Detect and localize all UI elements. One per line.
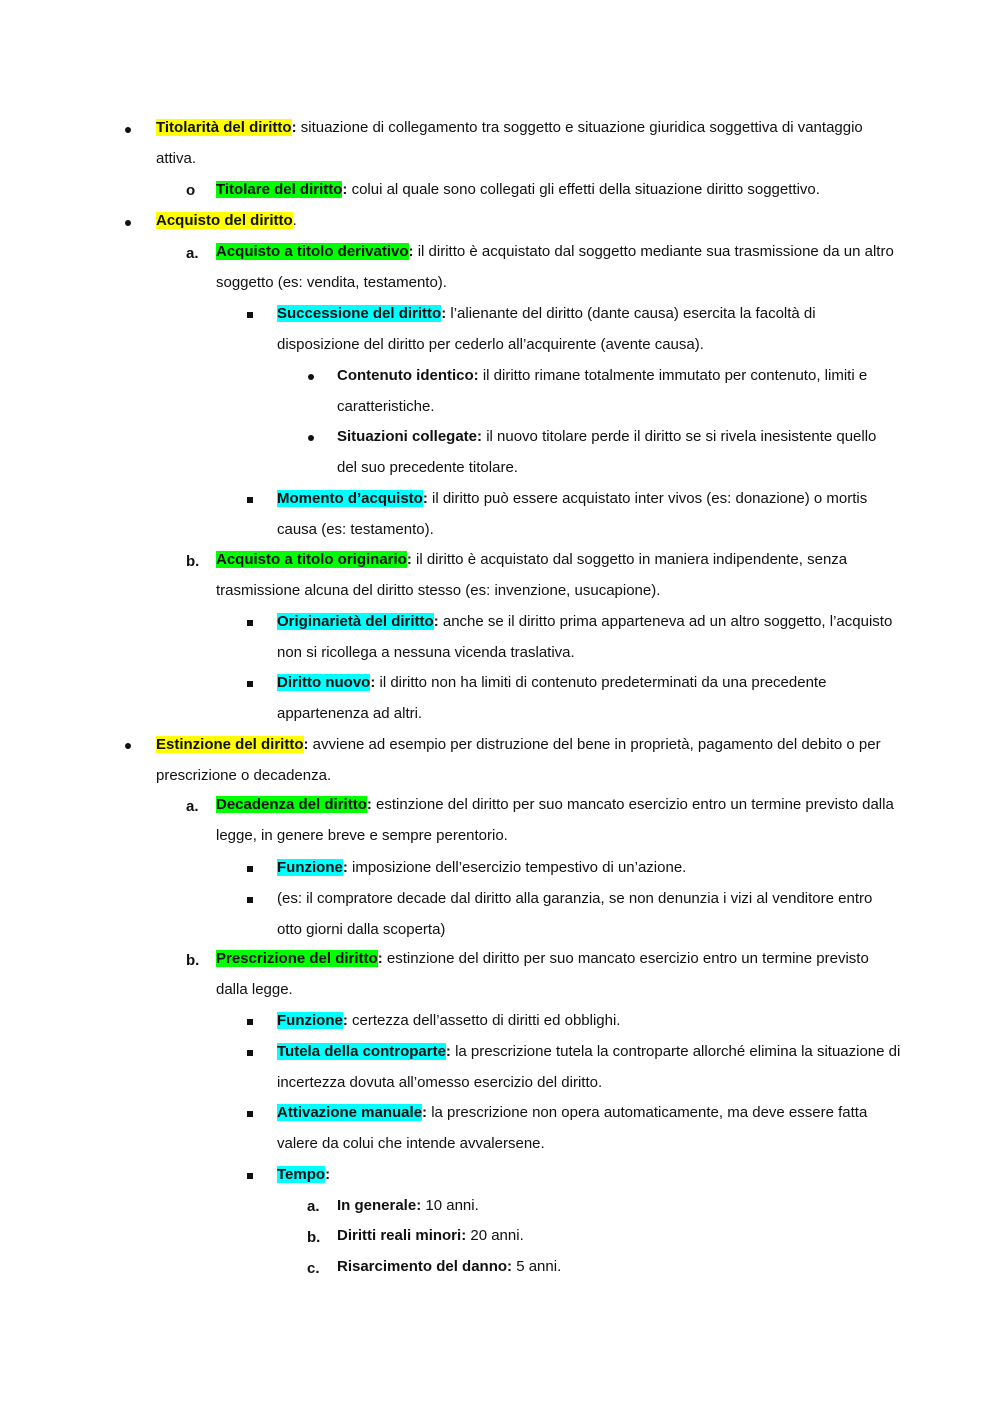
bullet-a: a. — [307, 1198, 320, 1215]
text-esempio: (es: il compratore decade dal diritto alla garanzia, se non denunzia i vizi al venditore entro otto giorni dalla scoperta) — [277, 890, 873, 938]
text-attivazione: la prescrizione non opera automaticamente, ma deve essere fatta valere da colui che intende avvalersene. — [277, 1104, 868, 1152]
term-prescrizione: Prescrizione del diritto — [216, 950, 378, 967]
list-item-originarieta: Originarietà del diritto: anche se il diritto prima apparteneva ad un altro soggetto, l’acquisto non si ricollega a nessuna vicenda traslativa. — [277, 613, 893, 661]
bullet-a: a. — [186, 245, 199, 262]
term-attivazione: Attivazione manuale — [277, 1104, 423, 1121]
text-successione: l’alienante del diritto (dante causa) esercita la facoltà di disposizione del diritto per cederlo all’acquirente (avente causa). — [277, 305, 816, 353]
term-acquisto: Acquisto del diritto — [156, 212, 293, 229]
text-funzione-decadenza: imposizione dell’esercizio tempestivo di un’azione. — [347, 859, 687, 876]
text-generale: 10 anni. — [421, 1197, 479, 1214]
list-item-esempio — [277, 884, 900, 946]
bullet-dot-icon — [308, 374, 314, 380]
list-item-acquisto: Acquisto del diritto. — [156, 212, 297, 229]
term-identico: Contenuto identico: — [337, 367, 479, 384]
list-item-originario: Acquisto a titolo originario: il diritto è acquistato dal soggetto in maniera indipendente, senza trasmissione alcuna del diritto stesso (es: invenzione, usucapione). — [216, 551, 848, 599]
text-momento: il diritto può essere acquistato inter vivos (es: donazione) o mortis causa (es: testamento). — [277, 490, 868, 538]
text-reali: 20 anni. — [466, 1227, 524, 1244]
text-titolarita: situazione di collegamento tra soggetto e situazione giuridica soggettiva di vantaggio attiva. — [156, 119, 863, 167]
list-item-nuovo: Diritto nuovo: il diritto non ha limiti di contenuto predeterminati da una precedente appartenenza ad altri. — [277, 674, 827, 722]
bullet-o: o — [186, 182, 196, 199]
term-tutela: Tutela della controparte — [277, 1043, 446, 1060]
term-collegate: Situazioni collegate: — [337, 428, 483, 445]
list-item-funzione-decadenza: Funzione: imposizione dell’esercizio tempestivo di un’azione. — [277, 859, 687, 876]
bullet-b: b. — [186, 553, 200, 570]
list-item-titolarita: Titolarità del diritto: situazione di collegamento tra soggetto e situazione giuridica soggettiva di vantaggio attiva. — [156, 119, 863, 167]
bullet-square-icon — [247, 1173, 253, 1179]
list-item-identico — [337, 361, 900, 423]
text-tutela: la prescrizione tutela la controparte allorché elimina la situazione di incertezza dovuta all’omesso esercizio del diritto. — [277, 1043, 901, 1091]
term-momento: Momento d’acquisto — [277, 490, 423, 507]
bullet-square-icon — [247, 866, 253, 872]
bullet-square-icon — [247, 497, 253, 503]
text-titolare: colui al quale sono collegati gli effetti della situazione diritto soggettivo. — [347, 181, 820, 198]
bullet-dot-icon — [125, 127, 131, 133]
bullet-dot-icon — [125, 743, 131, 749]
term-originarieta: Originarietà del diritto — [277, 613, 434, 630]
term-funzione-decadenza: Funzione — [277, 859, 343, 876]
text-estinzione: avviene ad esempio per distruzione del bene in proprietà, pagamento del debito o per prescrizione o decadenza. — [156, 736, 881, 784]
list-item-estinzione: Estinzione del diritto: avviene ad esempio per distruzione del bene in proprietà, pagamento del debito o per prescrizione o decadenza. — [156, 736, 881, 784]
text-decadenza: estinzione del diritto per suo mancato esercizio entro un termine previsto dalla legge, in genere breve e sempre perentorio. — [216, 796, 894, 844]
list-item-successione: Successione del diritto: l’alienante del diritto (dante causa) esercita la facoltà di disposizione del diritto per cederlo all’acquirente (avente causa). — [277, 305, 816, 353]
bullet-square-icon — [247, 620, 253, 626]
bullet-square-icon — [247, 681, 253, 687]
bullet-dot-icon — [308, 435, 314, 441]
term-derivativo: Acquisto a titolo derivativo — [216, 243, 409, 260]
text-funzione-prescrizione: certezza dell’assetto di diritti ed obblighi. — [347, 1012, 621, 1029]
list-item-generale — [337, 1191, 900, 1222]
term-reali: Diritti reali minori: — [337, 1227, 467, 1244]
bullet-square-icon — [247, 1019, 253, 1025]
bullet-b: b. — [307, 1229, 321, 1246]
text-prescrizione: estinzione del diritto per suo mancato esercizio entro un termine previsto dalla legge. — [216, 950, 869, 998]
list-item-funzione-prescrizione: Funzione: certezza dell’assetto di diritti ed obblighi. — [277, 1012, 621, 1029]
term-titolare: Titolare del diritto — [216, 181, 343, 198]
list-item-attivazione: Attivazione manuale: la prescrizione non opera automaticamente, ma deve essere fatta valere da colui che intende avvalersene. — [277, 1104, 868, 1152]
list-item-decadenza: Decadenza del diritto: estinzione del diritto per suo mancato esercizio entro un termine previsto dalla legge, in genere breve e sempre perentorio. — [216, 796, 894, 844]
term-titolarita: Titolarità del diritto — [156, 119, 292, 136]
term-nuovo: Diritto nuovo — [277, 674, 371, 691]
bullet-square-icon — [247, 1111, 253, 1117]
bullet-b: b. — [186, 952, 200, 969]
list-item-collegate — [337, 422, 900, 484]
term-tempo: Tempo — [277, 1166, 326, 1183]
list-item-derivativo: Acquisto a titolo derivativo: il diritto è acquistato dal soggetto mediante sua trasmissione da un altro soggetto (es: vendita, testamento). — [216, 243, 894, 291]
text-nuovo: il diritto non ha limiti di contenuto predeterminati da una precedente appartenenza ad altri. — [277, 674, 827, 722]
bullet-square-icon — [247, 897, 253, 903]
text-identico: il diritto rimane totalmente immutato per contenuto, limiti e caratteristiche. — [337, 367, 868, 415]
text-originarieta: anche se il diritto prima apparteneva ad un altro soggetto, l’acquisto non si ricollega a nessuna vicenda traslativa. — [277, 613, 893, 661]
bullet-a: a. — [186, 798, 199, 815]
term-successione: Successione del diritto — [277, 305, 442, 322]
text-risarcimento: 5 anni. — [512, 1258, 562, 1275]
list-item-prescrizione: Prescrizione del diritto: estinzione del diritto per suo mancato esercizio entro un termine previsto dalla legge. — [216, 950, 869, 998]
term-funzione-prescrizione: Funzione — [277, 1012, 343, 1029]
bullet-c: c. — [307, 1260, 320, 1277]
list-item-titolare: Titolare del diritto: colui al quale sono collegati gli effetti della situazione diritto soggettivo. — [216, 181, 820, 198]
bullet-square-icon — [247, 1050, 253, 1056]
term-decadenza: Decadenza del diritto — [216, 796, 367, 813]
term-risarcimento: Risarcimento del danno: — [337, 1258, 513, 1275]
text-collegate: il nuovo titolare perde il diritto se si rivela inesistente quello del suo precedente titolare. — [337, 428, 877, 476]
text-derivativo: il diritto è acquistato dal soggetto mediante sua trasmissione da un altro soggetto (es: vendita, testamento). — [216, 243, 894, 291]
bullet-square-icon — [247, 312, 253, 318]
text-originario: il diritto è acquistato dal soggetto in maniera indipendente, senza trasmissione alcuna del diritto stesso (es: invenzione, usucapione). — [216, 551, 848, 599]
list-item-risarcimento — [337, 1252, 900, 1283]
list-item-momento: Momento d’acquisto: il diritto può essere acquistato inter vivos (es: donazione) o mortis causa (es: testamento). — [277, 490, 868, 538]
list-item-reali — [337, 1221, 900, 1252]
list-item-tutela: Tutela della controparte: la prescrizione tutela la controparte allorché elimina la situazione di incertezza dovuta all’omesso esercizio del diritto. — [277, 1043, 901, 1091]
bullet-dot-icon — [125, 220, 131, 226]
term-originario: Acquisto a titolo originario — [216, 551, 407, 568]
list-item-tempo: Tempo: — [277, 1166, 331, 1183]
term-estinzione: Estinzione del diritto — [156, 736, 304, 753]
term-generale: In generale: — [337, 1197, 422, 1214]
